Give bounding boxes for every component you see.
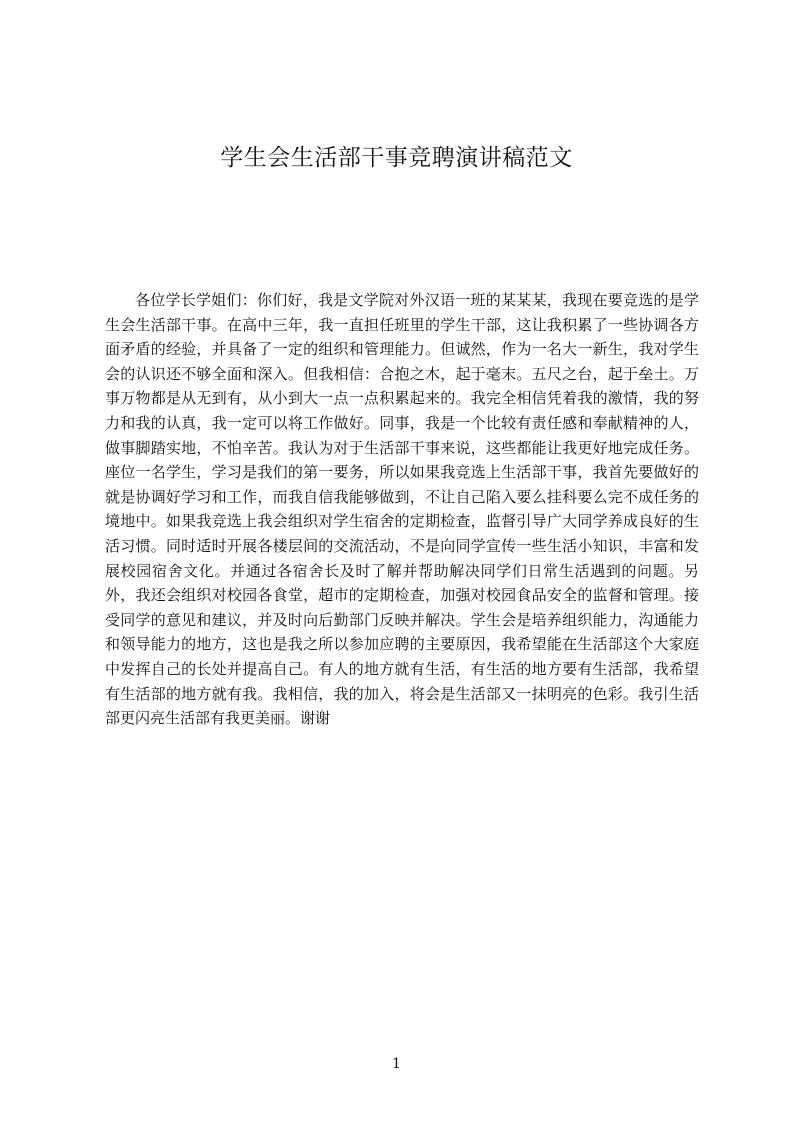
body-paragraph: 各位学长学姐们：你们好，我是文学院对外汉语一班的某某某，我现在要竞选的是学生会生活部干事。在高中三年，我一直担任班里的学生干部，这让我积累了一些协调各方面矛盾的经验，并具备了一定的组织和管理能力。但诚然，作为一名大一新生，我对学生会的认识还不够全面和深入。但我相信：合抱之木，起于毫末。五尺之台，起于垒土。万事万物都是从无到有，从小到大一点一点积累起来的。我完全相信凭着我的激情，我的努力和我的认真，我一定可以将工作做好。同事，我是一个比较有责任感和奉献精神的人，做事脚踏实地，不怕辛苦。我认为对于生活部干事来说，这些都能让我更好地完成任务。座位一名学生，学习是我们的第一要务，所以如果我竞选上生活部干事，我首先要做好的就是协调好学习和工作，而我自信我能够做到，不让自己陷入要么挂科要么完不成任务的境地中。如果我竞选上我会组织对学生宿舍的定期检查，监督引导广大同学养成良好的生活习惯。同时适时开展各楼层间的交流活动，不是向同学宣传一些生活小知识，丰富和发展校园宿舍文化。并通过各宿舍长及时了解并帮助解决同学们日常生活遇到的问题。另外，我还会组织对校园各食堂，超市的定期检查，加强对校园食品安全的监督和管理。接受同学的意见和建议，并及时向后勤部门反映并解决。学生会是培养组织能力，沟通能力和领导能力的地方，这也是我之所以参加应聘的主要原因，我希望能在生活部这个大家庭中发挥自己的长处并提高自己。有人的地方就有生活，有生活的地方要有生活部，我希望有生活部的地方就有我。我相信，我的加入，将会是生活部又一抹明亮的色彩。我引生活部更闪亮生活部有我更美丽。谢谢	[105, 291, 699, 728]
document-title: 学生会生活部干事竞聘演讲稿范文	[220, 145, 573, 171]
page-number: 1	[392, 1056, 401, 1072]
